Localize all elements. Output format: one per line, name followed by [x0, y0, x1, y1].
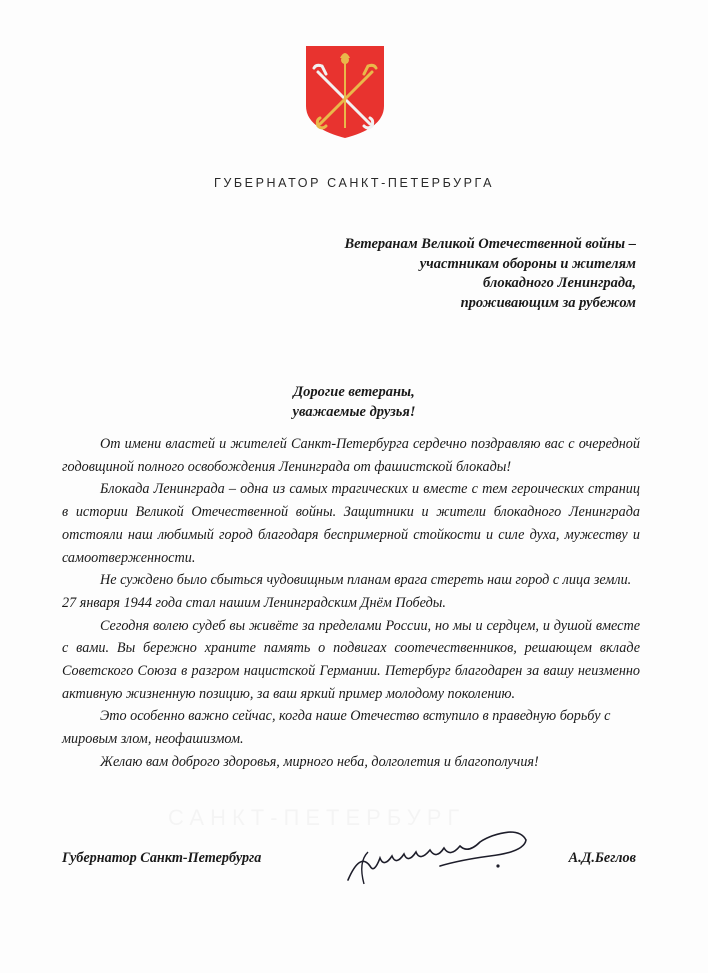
- issuer-title: ГУБЕРНАТОР САНКТ-ПЕТЕРБУРГА: [213, 176, 495, 190]
- body-paragraph: Это особенно важно сейчас, когда наше Отечество вступило в праведную борьбу с мировым злом, неофашизмом.: [62, 708, 611, 748]
- st-petersburg-coat-of-arms-icon: [304, 44, 386, 140]
- body-paragraph: Не суждено было сбыться чудовищным планам врага стереть наш город с лица земли. 27 января 1944 года стал нашим Ленинградским Днём Победы.: [62, 572, 632, 611]
- addressee-line: Ветеранам Великой Отечественной войны –: [344, 236, 636, 252]
- handwritten-signature-icon: [340, 822, 530, 892]
- addressee-line: блокадного Ленинграда,: [483, 275, 636, 291]
- body-paragraph: Желаю вам доброго здоровья, мирного неба, долголетия и благополучия!: [100, 753, 539, 770]
- salutation-line: Дорогие ветераны,: [293, 384, 415, 400]
- signatory-name: А.Д.Беглов: [568, 850, 636, 866]
- body-paragraph: Сегодня волею судеб вы живёте за пределами России, но мы и сердцем, и душой вместе с вами. Вы бережно храните память о подвигах соотечественников, решающем вкладе Советского Союза в разгром нацистской Германии. Петербург благодарен за вашу неизменно активную жизненную позицию, за ваш яркий пример молодому поколению.: [62, 617, 640, 702]
- body-paragraph: Блокада Ленинграда – одна из самых трагических и вместе с тем героических страниц в истории Великой Отечественной войны. Защитники и жители блокадного Ленинграда отстояли наш любимый город благодаря беспримерной стойкости и силе духа, мужеству и самоотверженности.: [62, 481, 640, 566]
- salutation: [0, 383, 708, 422]
- signatory-title: Губернатор Санкт-Петербурга: [62, 850, 262, 866]
- addressee-line: участникам обороны и жителям: [419, 255, 636, 272]
- addressee-line: проживающим за рубежом: [460, 294, 636, 311]
- letter-body: [62, 433, 640, 774]
- body-paragraph: От имени властей и жителей Санкт-Петербурга сердечно поздравляю вас с очередной годовщиной полного освобождения Ленинграда от фашистской блокады!: [62, 436, 640, 475]
- salutation-line: уважаемые друзья!: [292, 403, 416, 420]
- addressee-block: [344, 235, 636, 313]
